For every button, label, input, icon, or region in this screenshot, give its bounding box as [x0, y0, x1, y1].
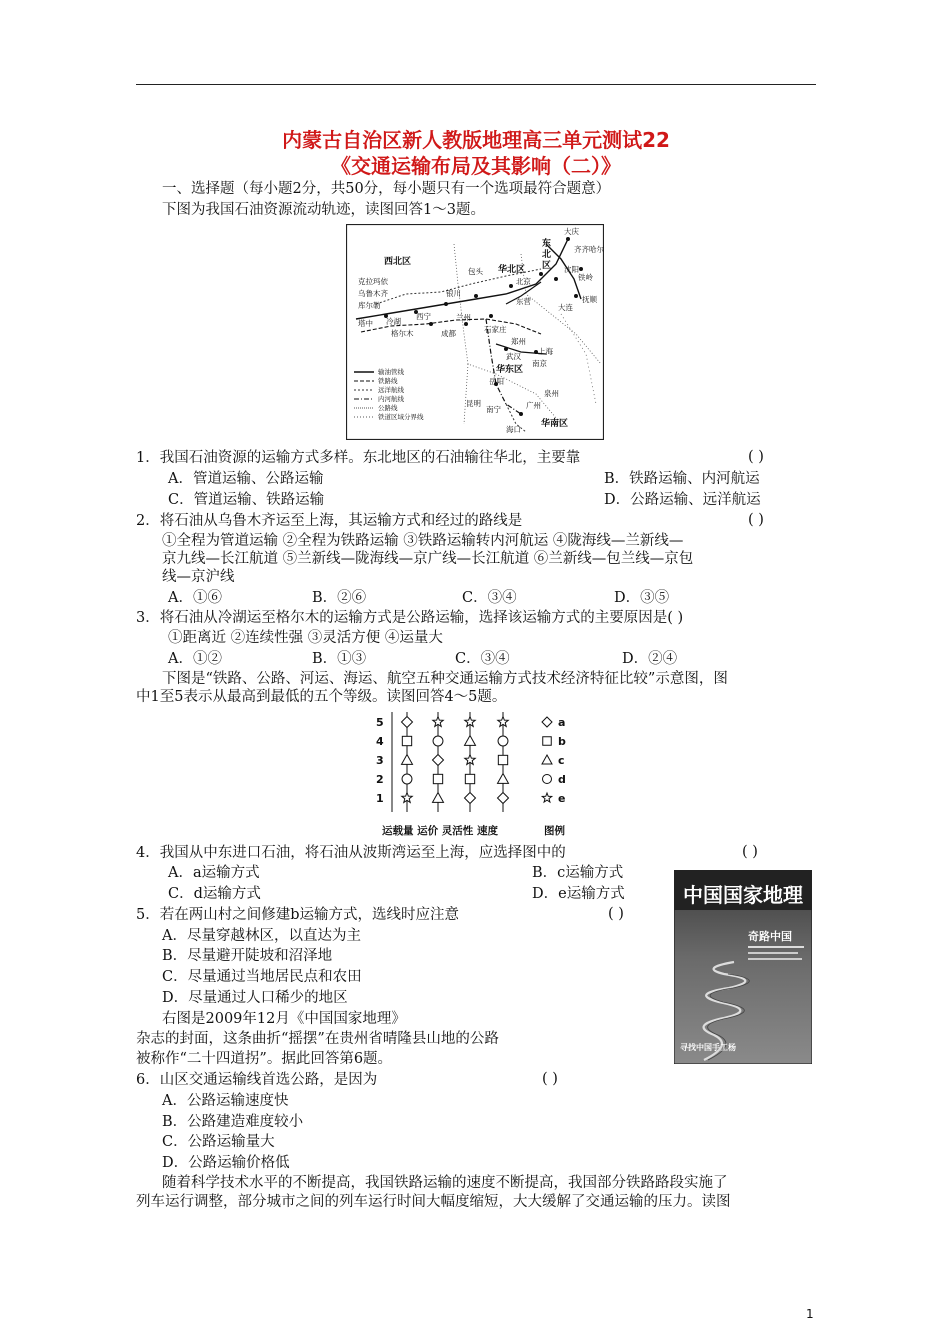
- map-legend-3: 内河航线: [378, 395, 404, 403]
- chart-legend-label: c: [558, 754, 565, 767]
- svg-text:塔中: 塔中: [358, 319, 373, 328]
- svg-text:广州: 广州: [526, 401, 541, 410]
- q6-option-a: A．公路运输速度快: [162, 1093, 289, 1109]
- svg-text:北京: 北京: [516, 277, 531, 286]
- svg-text:库尔勒: 库尔勒: [358, 301, 381, 310]
- symbol-a: [402, 717, 413, 728]
- q3-option-d: D．②④: [622, 651, 678, 667]
- symbol-a: [542, 717, 552, 727]
- svg-text:昆明: 昆明: [466, 399, 481, 408]
- svg-text:区: 区: [542, 261, 552, 271]
- svg-text:沈阳: 沈阳: [564, 265, 579, 274]
- svg-text:抚顺: 抚顺: [582, 295, 597, 304]
- map-legend-0: 输油管线: [378, 368, 404, 376]
- q5-option-a: A．尽量穿越林区，以直达为主: [162, 928, 361, 944]
- svg-text:泉州: 泉州: [544, 389, 559, 398]
- q5-option-d: D．尽量通过人口稀少的地区: [162, 990, 348, 1006]
- q3-choices: ①距离近 ②连续性强 ③灵活方便 ④运量大: [168, 630, 443, 646]
- q3-stem: 3．将石油从冷湖运至格尔木的运输方式是公路运输，选择该运输方式的主要原因是( ): [136, 610, 684, 626]
- symbol-b: [433, 774, 442, 783]
- q5-option-c: C．尽量通过当地居民点和农田: [162, 969, 362, 985]
- svg-text:西北区: 西北区: [384, 257, 412, 267]
- symbol-b: [402, 736, 411, 745]
- svg-text:石家庄: 石家庄: [484, 325, 507, 334]
- q2-option-a: A．①⑥: [168, 590, 222, 606]
- symbol-b: [543, 737, 552, 746]
- chart-x-labels: 运载量 运价 灵活性 速度: [382, 825, 498, 837]
- q1-stem: 1．我国石油资源的运输方式多样。东北地区的石油输往华北，主要靠: [136, 450, 581, 466]
- chart-y-tick: 1: [376, 792, 384, 805]
- chart-y-tick: 5: [376, 716, 384, 729]
- chart-legend-title: 图例: [544, 825, 565, 837]
- svg-text:海口: 海口: [506, 425, 521, 434]
- chart-y-tick: 3: [376, 754, 384, 767]
- svg-text:兰州: 兰州: [456, 313, 471, 322]
- q2-option-d: D．③⑤: [614, 590, 670, 606]
- q6-option-c: C．公路运输量大: [162, 1134, 275, 1150]
- q6-option-d: D．公路运输价格低: [162, 1155, 290, 1171]
- q2-option-c: C．③④: [462, 590, 517, 606]
- q2-choices-line1: ①全程为管道运输 ②全程为铁路运输 ③铁路运输转内河航运 ④陇海线—兰新线—: [162, 533, 684, 549]
- q4-option-a: A．a运输方式: [168, 865, 260, 881]
- intro2-line1: 下图是“铁路、公路、河运、海运、航空五种交通运输方式技术经济特征比较”示意图，图: [162, 671, 728, 687]
- magazine-headline: 奇路中国: [748, 930, 792, 943]
- doc-title-line1: 内蒙古自治区新人教版地理高三单元测试22: [282, 128, 670, 152]
- intro3-line2: 杂志的封面，这条曲折“摇摆”在贵州省晴隆县山地的公路: [136, 1031, 499, 1047]
- closing-paragraph-line1: 随着科学技术水平的不断提高，我国铁路运输的速度不断提高，我国部分铁路路段实施了: [162, 1175, 728, 1191]
- section-heading: 一、选择题（每小题2分，共50分，每小题只有一个选项最符合题意）: [162, 181, 611, 197]
- svg-text:银川: 银川: [446, 289, 461, 298]
- q1-option-d: D．公路运输、远洋航运: [604, 492, 761, 508]
- doc-title-line2: 《交通运输布局及其影响（二）》: [331, 154, 621, 178]
- svg-text:大连: 大连: [558, 303, 573, 312]
- svg-text:南宁: 南宁: [486, 405, 501, 414]
- q2-option-b: B．②⑥: [312, 590, 367, 606]
- svg-text:华北区: 华北区: [498, 265, 526, 275]
- symbol-e: [542, 793, 552, 802]
- q4-option-b: B．c运输方式: [532, 865, 624, 881]
- svg-text:上海: 上海: [538, 347, 553, 356]
- q6-option-b: B．公路建造难度较小: [162, 1114, 304, 1130]
- q2-answer-blank: ( ): [748, 512, 764, 528]
- magazine-title: 中国国家地理: [683, 883, 803, 907]
- oil-flow-map: [346, 224, 604, 440]
- symbol-a: [433, 755, 444, 766]
- symbol-c: [542, 755, 552, 764]
- closing-paragraph-line2: 列车运行调整，部分城市之间的列车运行时间大幅度缩短，大大缓解了交通运输的压力。读图: [136, 1194, 731, 1210]
- svg-text:西宁: 西宁: [416, 312, 431, 321]
- q4-stem: 4．我国从中东进口石油，将石油从波斯湾运至上海，应选择图中的: [136, 845, 566, 861]
- map-legend-4: 公路线: [378, 404, 398, 412]
- q4-answer-blank: ( ): [742, 844, 758, 860]
- q1-answer-blank: ( ): [748, 449, 764, 465]
- q4-option-c: C．d运输方式: [168, 886, 261, 902]
- svg-text:格尔木: 格尔木: [391, 329, 414, 338]
- magazine-cover-image: [674, 870, 812, 1064]
- svg-text:铁岭: 铁岭: [578, 273, 593, 282]
- symbol-c: [465, 736, 476, 746]
- svg-text:武汉: 武汉: [506, 352, 521, 361]
- svg-text:东: 东: [542, 239, 552, 249]
- q6-answer-blank: ( ): [542, 1071, 558, 1087]
- q3-option-b: B．①③: [312, 651, 367, 667]
- magazine-subtitle: 寻找中国手工杨: [680, 1043, 736, 1052]
- chart-y-tick: 4: [376, 735, 384, 748]
- q4-option-d: D．e运输方式: [532, 886, 625, 902]
- svg-text:郑州: 郑州: [511, 337, 526, 346]
- svg-text:北: 北: [542, 250, 552, 260]
- header-rule: [136, 84, 816, 85]
- q2-stem: 2．将石油从乌鲁木齐运至上海，其运输方式和经过的路线是: [136, 513, 523, 529]
- svg-text:成都: 成都: [441, 329, 456, 338]
- q5-answer-blank: ( ): [608, 906, 624, 922]
- map-legend-1: 铁路线: [378, 377, 398, 385]
- q3-option-c: C．③④: [455, 651, 510, 667]
- svg-text:岳阳: 岳阳: [489, 377, 504, 386]
- q2-choices-line2: 京九线—长江航道 ⑤兰新线—陇海线—京广线—长江航道 ⑥兰新线—包兰线—京包: [162, 551, 694, 567]
- chart-y-tick: 2: [376, 773, 384, 786]
- chart-legend-label: b: [558, 735, 566, 748]
- intro3-line1: 右图是2009年12月《中国国家地理》: [162, 1011, 406, 1027]
- svg-text:大庆: 大庆: [564, 227, 579, 236]
- symbol-d: [498, 736, 508, 746]
- symbol-c: [433, 793, 444, 803]
- svg-text:齐齐哈尔: 齐齐哈尔: [574, 245, 604, 254]
- q1-option-a: A．管道运输、公路运输: [168, 471, 324, 487]
- chart-legend-label: d: [558, 773, 566, 786]
- symbol-c: [498, 774, 509, 784]
- symbol-a: [498, 793, 509, 804]
- svg-text:乌鲁木齐: 乌鲁木齐: [358, 289, 388, 298]
- chart-legend-label: a: [558, 716, 566, 729]
- page-number: 1: [806, 1307, 814, 1321]
- svg-text:冷湖: 冷湖: [386, 317, 401, 326]
- svg-text:华东区: 华东区: [496, 365, 524, 375]
- symbol-d: [543, 775, 552, 784]
- chart-legend-label: e: [558, 792, 566, 805]
- q1-option-c: C．管道运输、铁路运输: [168, 492, 325, 508]
- symbol-c: [402, 755, 413, 765]
- symbol-d: [433, 736, 443, 746]
- q5-option-b: B．尽量避开陡坡和沼泽地: [162, 948, 333, 964]
- q2-choices-line3: 线—京沪线: [162, 569, 235, 585]
- symbol-a: [465, 793, 476, 804]
- symbol-b: [498, 755, 507, 764]
- svg-text:南京: 南京: [532, 359, 547, 368]
- q6-stem: 6．山区交通运输线首选公路，是因为: [136, 1072, 378, 1088]
- svg-text:东营: 东营: [516, 297, 531, 306]
- q1-option-b: B．铁路运输、内河航运: [604, 471, 760, 487]
- symbol-d: [402, 774, 412, 784]
- q5-stem: 5．若在两山村之间修建b运输方式，选线时应注意: [136, 907, 460, 923]
- symbol-b: [465, 774, 474, 783]
- svg-text:华南区: 华南区: [541, 419, 569, 429]
- intro-text: 下图为我国石油资源流动轨迹，读图回答1～3题。: [162, 202, 485, 218]
- transport-comparison-chart: [370, 708, 582, 840]
- q3-option-a: A．①②: [168, 651, 222, 667]
- svg-text:克拉玛依: 克拉玛依: [358, 277, 388, 286]
- map-legend-5: 铁道区域分界线: [378, 413, 424, 421]
- svg-text:包头: 包头: [468, 267, 483, 276]
- map-legend-2: 远洋航线: [378, 386, 404, 394]
- intro3-line3: 被称作“二十四道拐”。据此回答第6题。: [136, 1051, 393, 1067]
- intro2-line2: 中1至5表示从最高到最低的五个等级。读图回答4～5题。: [136, 689, 507, 705]
